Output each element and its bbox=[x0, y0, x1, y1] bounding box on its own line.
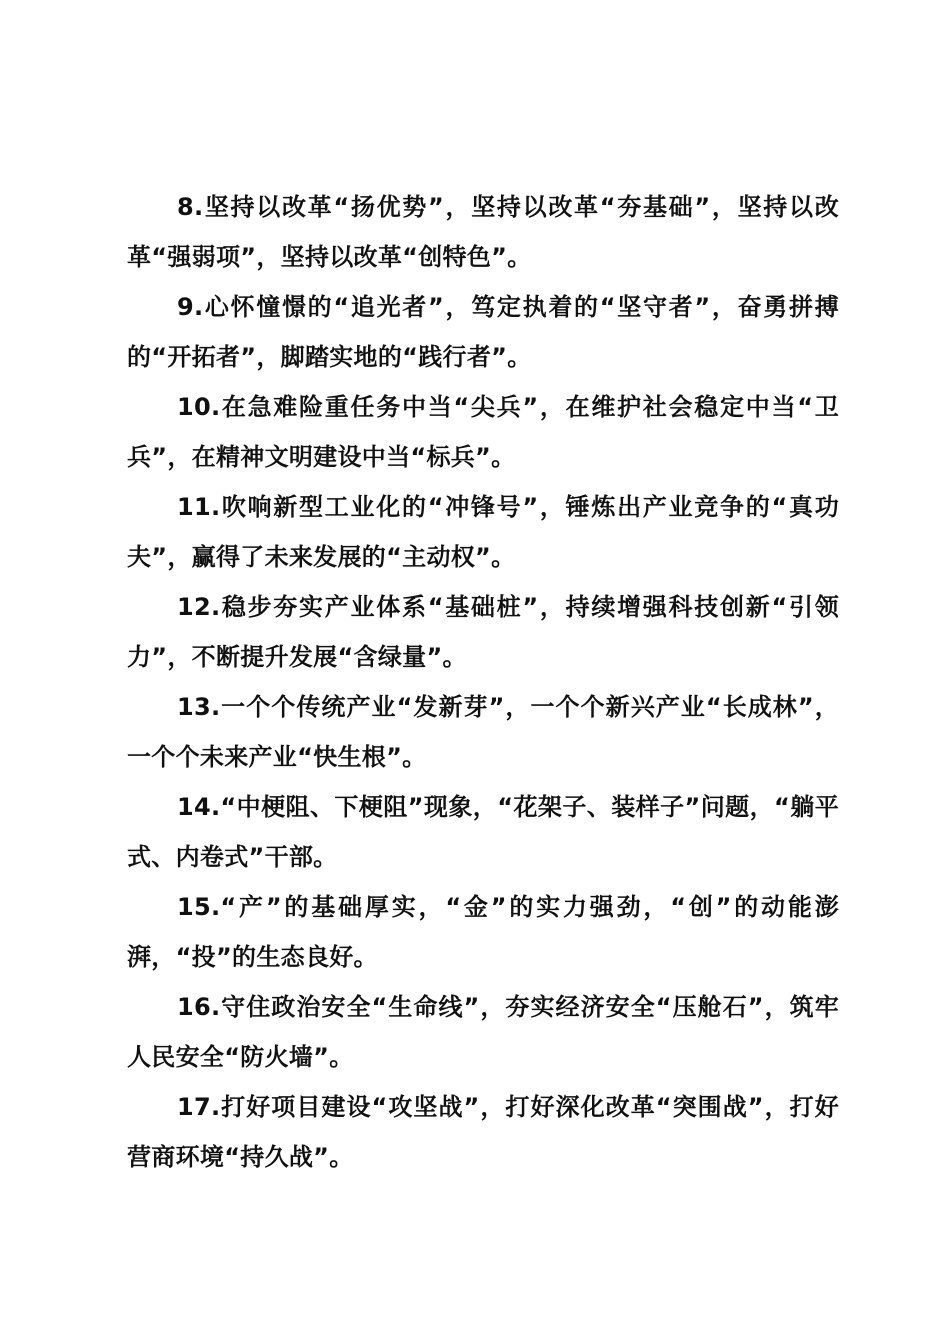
paragraph-8: 8.坚持以改革“扬优势”，坚持以改革“夯基础”，坚持以改革“强弱项”，坚持以改革“创特色”。 bbox=[127, 193, 839, 271]
paragraph-10: 10.在急难险重任务中当“尖兵”，在维护社会稳定中当“卫兵”，在精神文明建设中当“标兵”。 bbox=[127, 393, 839, 471]
paragraph-15: 15.“产”的基础厚实，“金”的实力强劲，“创”的动能澎湃，“投”的生态良好。 bbox=[127, 893, 839, 971]
paragraph-11: 11.吹响新型工业化的“冲锋号”，锤炼出产业竞争的“真功夫”，赢得了未来发展的“主动权”。 bbox=[127, 493, 839, 571]
paragraph-16: 16.守住政治安全“生命线”，夯实经济安全“压舱石”，筑牢人民安全“防火墙”。 bbox=[127, 993, 839, 1071]
paragraph-17: 17.打好项目建设“攻坚战”，打好深化改革“突围战”，打好营商环境“持久战”。 bbox=[127, 1093, 839, 1171]
document-body bbox=[127, 182, 839, 1182]
paragraph-13: 13.一个个传统产业“发新芽”，一个个新兴产业“长成林”，一个个未来产业“快生根”。 bbox=[127, 693, 839, 771]
paragraph-12: 12.稳步夯实产业体系“基础桩”，持续增强科技创新“引领力”，不断提升发展“含绿量”。 bbox=[127, 593, 839, 671]
paragraph-9: 9.心怀憧憬的“追光者”，笃定执着的“坚守者”，奋勇拼搏的“开拓者”，脚踏实地的“践行者”。 bbox=[127, 293, 839, 371]
paragraph-14: 14.“中梗阻、下梗阻”现象，“花架子、装样子”问题，“躺平式、内卷式”干部。 bbox=[127, 793, 839, 871]
